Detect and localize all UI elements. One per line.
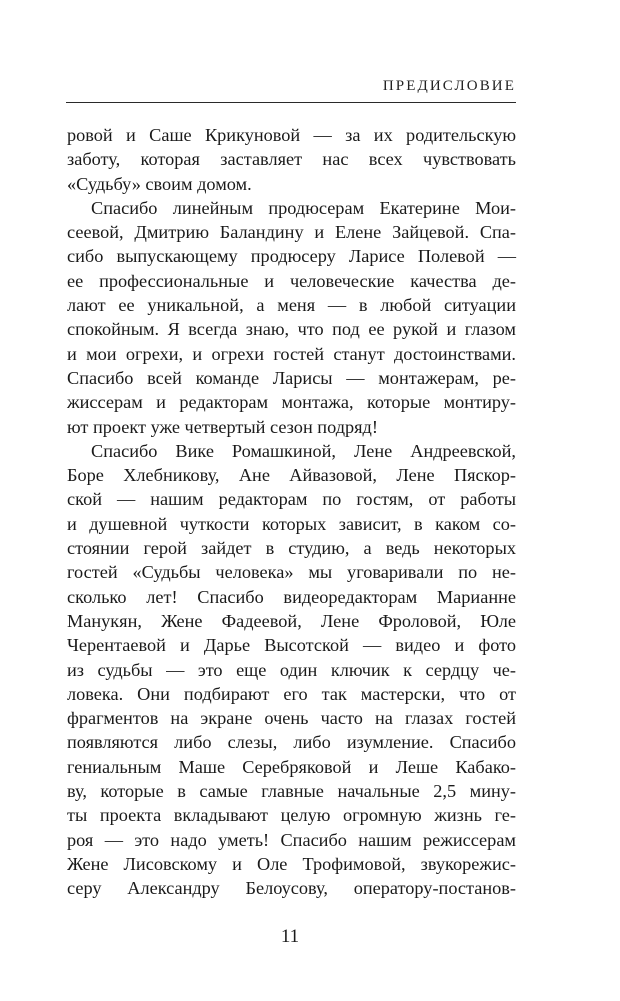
text-line: Спасибо всей команде Ларисы — монтажерам, ре- (67, 367, 516, 388)
text-line: Боре Хлебникову, Ане Айвазовой, Лене Пяскор- (67, 465, 516, 486)
text-line: Манукян, Жене Фадеевой, Лене Фроловой, Юле (67, 610, 516, 631)
text-line: сколько лет! Спасибо видеоредакторам Марианне (67, 586, 516, 607)
text-line: ву, которые в самые главные начальные 2,5 мину- (67, 781, 516, 802)
text-line: ловека. Они подбирают его так мастерски, что от (67, 683, 516, 704)
paragraph (67, 196, 516, 439)
running-head (66, 78, 516, 103)
page-number: 11 (280, 926, 300, 947)
body-text (67, 123, 516, 901)
text-line: Жене Лисовскому и Оле Трофимовой, звукорежис- (67, 853, 516, 874)
text-line: сеевой, Дмитрию Баландину и Елене Зайцевой. Спа- (67, 222, 516, 243)
text-line: лают ее уникальной, а меня — в любой ситуации (67, 295, 516, 316)
text-line: Спасибо линейным продюсерам Екатерине Мои- (91, 197, 516, 218)
text-line: гостей «Судьбы человека» мы уговаривали по не- (67, 562, 516, 583)
text-line: гениальным Маше Серебряковой и Леше Кабако- (67, 756, 516, 777)
text-line: серу Александру Белоусову, оператору-постанов- (67, 878, 516, 899)
text-line: заботу, которая заставляет нас всех чувствовать (67, 149, 516, 170)
text-line: стоянии герой зайдет в студию, а ведь некоторых (67, 538, 516, 559)
text-line: роя — это надо уметь! Спасибо нашим режиссерам (67, 829, 516, 850)
text-line: и мои огрехи, и огрехи гостей станут достоинствами. (67, 343, 516, 364)
text-line: ют проект уже четвертый сезон подряд! (67, 416, 378, 437)
text-line: ее профессиональные и человеческие качества де- (67, 270, 516, 291)
text-line: и душевной чуткости которых зависит, в каком со- (67, 513, 516, 534)
text-line: ской — нашим редакторам по гостям, от работы (67, 489, 516, 510)
paragraph (67, 123, 516, 196)
text-line: «Судьбу» своим домом. (67, 173, 252, 194)
text-line: жиссерам и редакторам монтажа, которые монтиру- (67, 392, 516, 413)
paragraph (67, 439, 516, 901)
text-line: фрагментов на экране очень часто на глазах гостей (67, 708, 516, 729)
text-line: Черентаевой и Дарье Высотской — видео и фото (67, 635, 516, 656)
text-line: ты проекта вкладывают целую огромную жизнь ге- (67, 805, 516, 826)
running-head-title: ПРЕДИСЛОВИЕ (382, 78, 516, 94)
text-line: ровой и Саше Крикуновой — за их родительскую (67, 125, 516, 145)
text-line: Спасибо Вике Ромашкиной, Лене Андреевской, (91, 440, 516, 461)
text-line: сибо выпускающему продюсеру Ларисе Полевой — (67, 246, 516, 267)
text-line: спокойным. Я всегда знаю, что под ее рукой и глазом (67, 319, 516, 340)
text-line: появляются либо слезы, либо изумление. Спасибо (67, 732, 516, 753)
text-line: из судьбы — это еще один ключик к сердцу че- (67, 659, 516, 680)
